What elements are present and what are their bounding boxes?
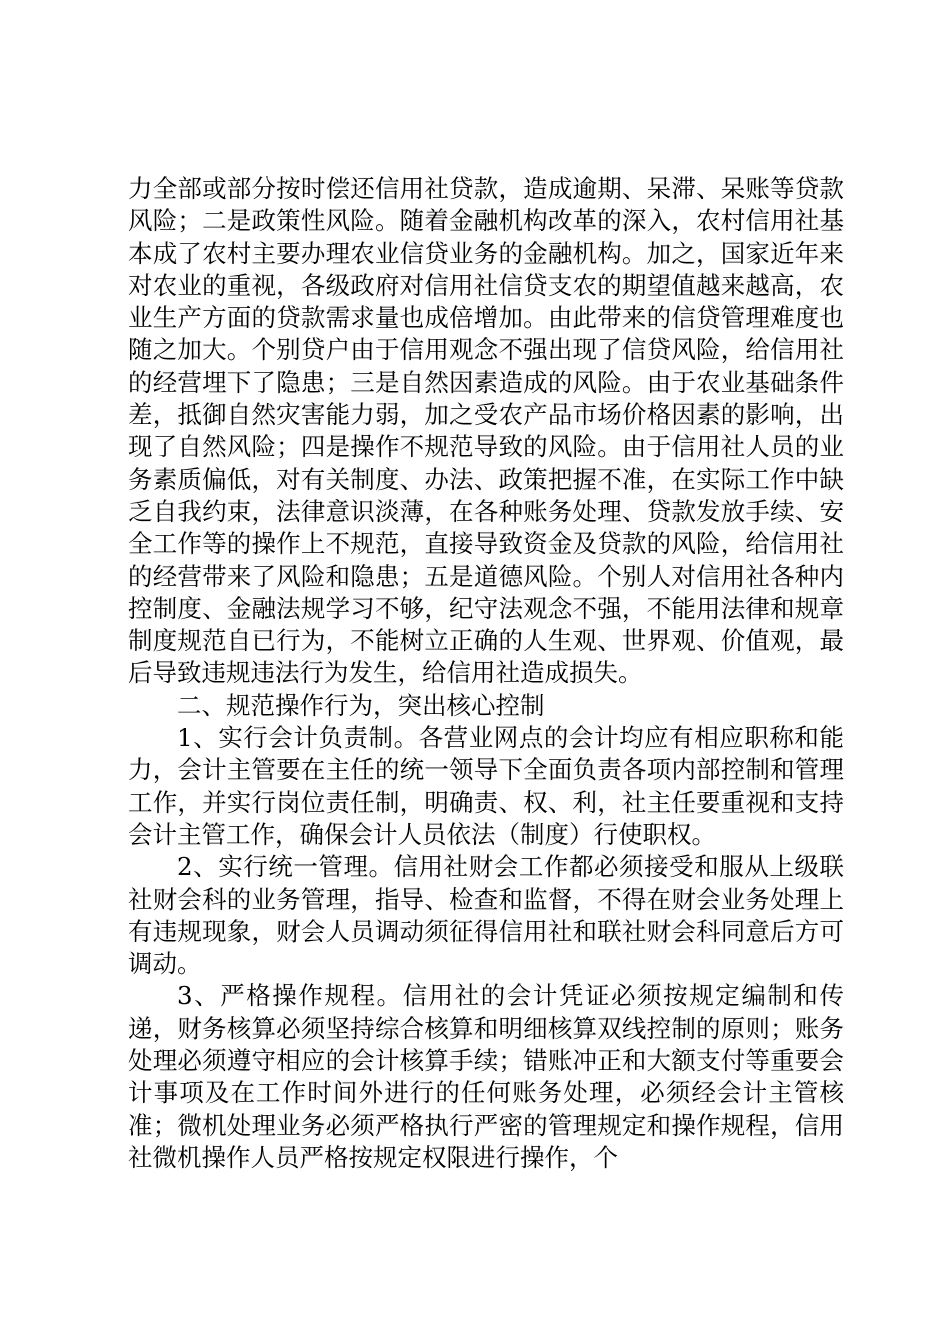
paragraph-risk-types: 力全部或部分按时偿还信用社贷款，造成逾期、呆滞、呆账等贷款风险；二是政策性风险。随着金融机构改革的深入，农村信用社基本成了农村主要办理农业信贷业务的金融机构。加之，国家近年来对农业的重视，各级政府对信用社信贷支农的期望值越来越高，农业生产方面的贷款需求量也成倍增加。由此带来的信贷管理难度也随之加大。个别贷户由于信用观念不强出现了信贷风险，给信用社的经营埋下了隐患；三是自然因素造成的风险。由于农业基础条件差，抵御自然灾害能力弱，加之受农产品市场价格因素的影响，出现了自然风险；四是操作不规范导致的风险。由于信用社人员的业务素质偏低，对有关制度、办法、政策把握不准，在实际工作中缺乏自我约束，法律意识淡薄，在各种账务处理、贷款发放手续、安全工作等的操作上不规范，直接导致资金及贷款的风险，给信用社的经营带来了风险和隐患；五是道德风险。个别人对信用社各种内控制度、金融法规学习不够，纪守法观念不强，不能用法律和规章制度规范自已行为，不能树立正确的人生观、世界观、价值观，最后导致违规违法行为发生，给信用社造成损失。 bbox=[128, 174, 844, 688]
paragraph-item-3: 3、严格操作规程。信用社的会计凭证必须按规定编制和传递，财务核算必须坚持综合核算和明细核算双线控制的原则；账务处理必须遵守相应的会计核算手续；错账冲正和大额支付等重要会计事项及在工作时间外进行的任何账务处理，必须经会计主管核准；微机处理业务必须严格执行严密的管理规定和操作规程，信用社微机操作人员严格按规定权限进行操作，个 bbox=[128, 981, 844, 1172]
paragraph-item-2: 2、实行统一管理。信用社财会工作都必须接受和服从上级联社财会科的业务管理，指导、检查和监督，不得在财会业务处理上有违规现象，财会人员调动须征得信用社和联社财会科同意后方可调动。 bbox=[128, 852, 844, 979]
section-heading-2: 二、规范操作行为，突出核心控制 bbox=[177, 690, 545, 720]
document-page bbox=[128, 173, 844, 1174]
paragraph-item-1: 1、实行会计负责制。各营业网点的会计均应有相应职称和能力，会计主管要在主任的统一领导下全面负责各项内部控制和管理工作，并实行岗位责任制，明确责、权、利，社主任要重视和支持会计主管工作，确保会计人员依法（制度）行使职权。 bbox=[128, 723, 844, 849]
